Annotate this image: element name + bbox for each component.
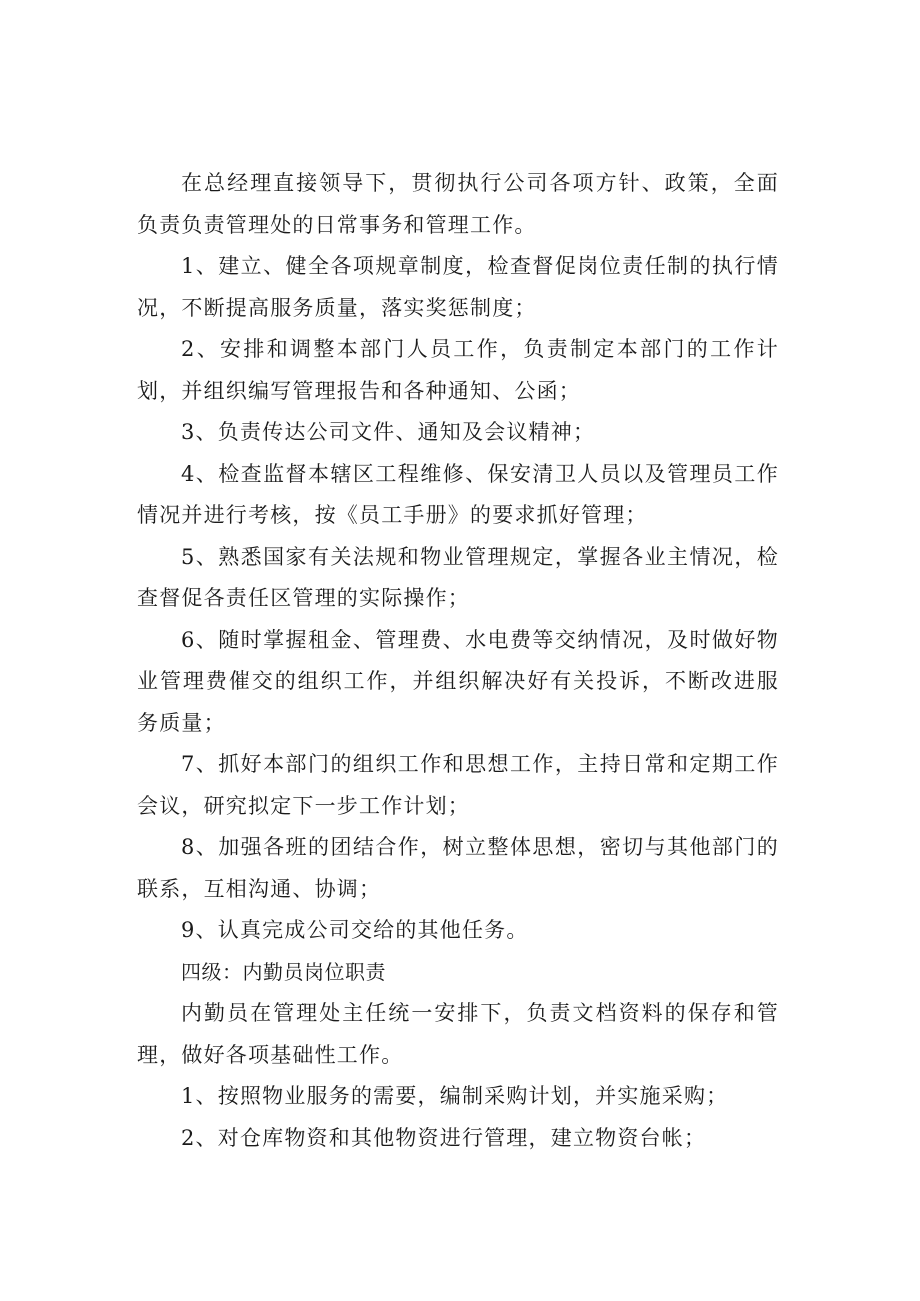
section-intro-paragraph: 内勤员在管理处主任统一安排下，负责文档资料的保存和管理，做好各项基础性工作。 xyxy=(137,1001,779,1067)
duty-item-5: 5、熟悉国家有关法规和物业管理规定，掌握各业主情况，检查督促各责任区管理的实际操作； xyxy=(137,544,779,610)
duty-item-3: 3、负责传达公司文件、通知及会议精神； xyxy=(181,420,596,444)
section-duty-item-2: 2、对仓库物资和其他物资进行管理，建立物资台帐； xyxy=(181,1125,707,1150)
duty-item-6: 6、随时掌握租金、管理费、水电费等交纳情况，及时做好物业管理费催交的组织工作，并组织解决好有关投诉，不断改进服务质量； xyxy=(137,627,779,735)
section-duty-item-1: 1、按照物业服务的需要，编制采购计划，并实施采购； xyxy=(181,1084,729,1108)
duty-item-7: 7、抓好本部门的组织工作和思想工作，主持日常和定期工作会议，研究拟定下一步工作计划； xyxy=(137,752,779,818)
document-body xyxy=(137,163,779,1159)
duty-item-8: 8、加强各班的团结合作，树立整体思想，密切与其他部门的联系，互相沟通、协调； xyxy=(137,835,779,901)
duty-item-4: 4、检查监督本辖区工程维修、保安清卫人员以及管理员工作情况并进行考核，按《员工手册》的要求抓好管理； xyxy=(137,461,779,527)
duty-item-9: 9、认真完成公司交给的其他任务。 xyxy=(181,918,529,942)
section-heading: 四级：内勤员岗位职责 xyxy=(181,959,386,984)
duty-item-1: 1、建立、健全各项规章制度，检查督促岗位责任制的执行情况，不断提高服务质量，落实奖惩制度； xyxy=(137,254,779,320)
duty-item-2: 2、安排和调整本部门人员工作，负责制定本部门的工作计划，并组织编写管理报告和各种通知、公函； xyxy=(137,337,779,403)
intro-paragraph: 在总经理直接领导下，贯彻执行公司各项方针、政策，全面负责负责管理处的日常事务和管理工作。 xyxy=(137,171,779,237)
